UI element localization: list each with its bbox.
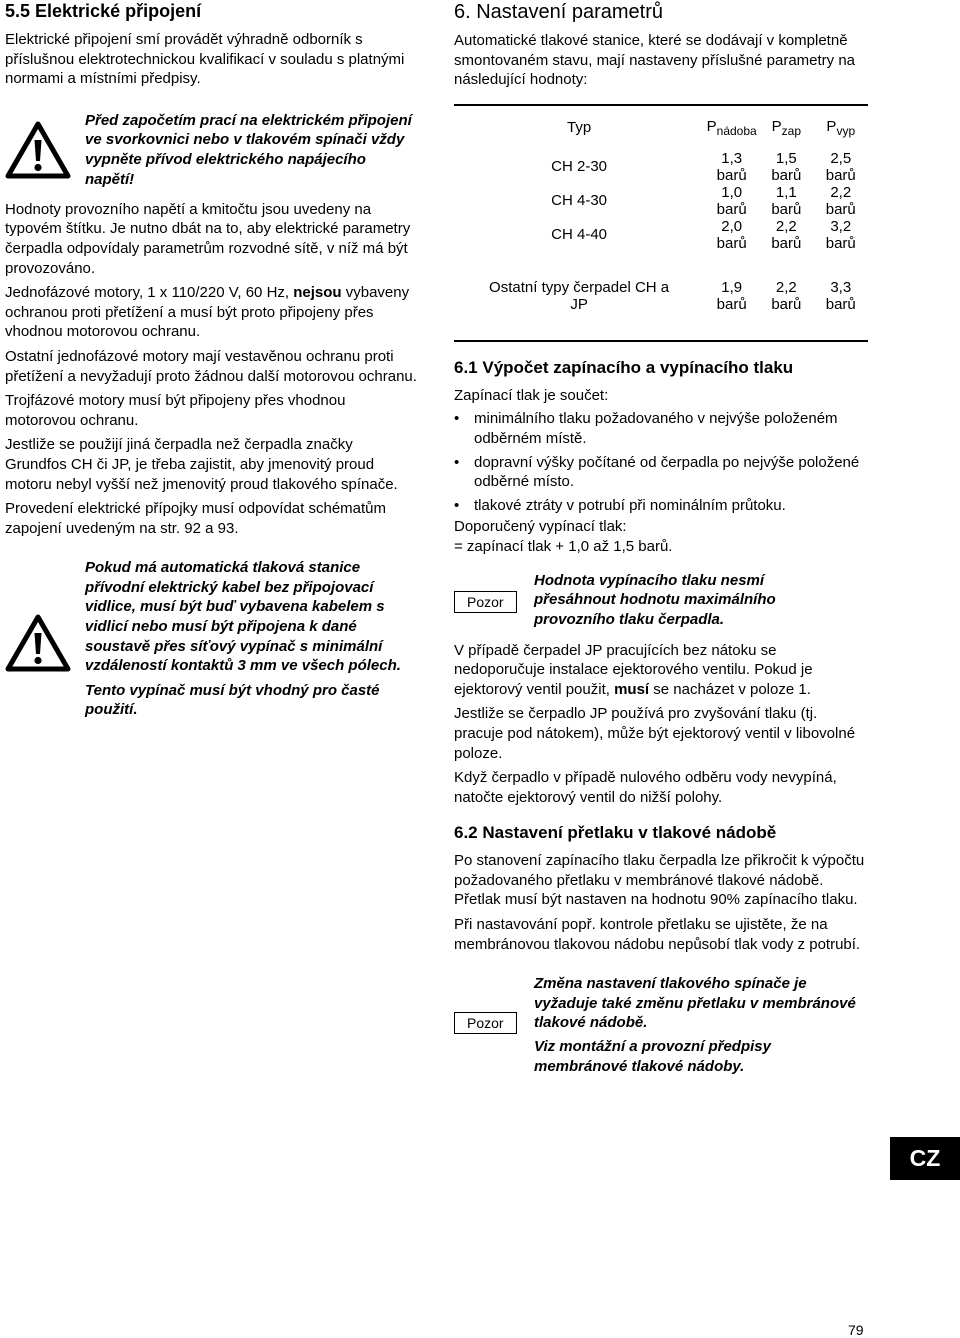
right-column xyxy=(454,0,870,1074)
parameter-table xyxy=(454,104,868,342)
caution-text-2: Změna nastavení tlakového spínače je vyžaduje také změnu přetlaku v membránové tlakové nádobě. Viz montážní a provozní předpisy membránové tlakové nádoby. xyxy=(534,975,856,1075)
section-heading-5-5: 5.5 Elektrické připojení xyxy=(5,1,202,21)
caution-text-1: Hodnota vypínacího tlaku nesmí přesáhnout hodnotu maximálního provozního tlaku čerpadla. xyxy=(534,571,776,628)
paragraph-precharge: Po stanovení zapínacího tlaku čerpadla lze přikročit k výpočtu požadovaného přetlaku v membránové tlakové nádobě. Přetlak musí být nastaven na hodnotu 90% zapínacího tlaku. xyxy=(454,852,865,909)
warning-text-1: Před započetím prací na elektrickém připojení ve svorkovnici nebo v tlakovém spínači vždy vypněte přívod elektrického napájecího napětí! xyxy=(85,111,412,188)
section-heading-6-2: 6.2 Nastavení přetlaku v tlakové nádobě xyxy=(454,823,777,843)
intro-paragraph-6: Automatické tlakové stanice, které se dodávají v kompletně smontovaném stavu, mají nastaveny příslušné parametry na následující hodnoty: xyxy=(454,32,856,89)
list-item: • minimálního tlaku požadovaného v nejvýše položeném odběrném místě. xyxy=(454,410,838,447)
caution-label: Pozor xyxy=(454,1012,517,1034)
warning-triangle-icon xyxy=(5,121,71,179)
caution-label: Pozor xyxy=(454,591,517,613)
paragraph-voltage: Hodnoty provozního napětí a kmitočtu jsou uvedeny na typovém štítku. Je nutno dbát na to, aby elektrické parametry čerpadla odpovídaly parametrům rozvodné sítě, v níž má být provozováno. xyxy=(5,200,411,277)
paragraph-jp-ejector: V případě čerpadel JP pracujících bez nátoku se nedoporučuje instalace ejektorového ventilu. Pokud je ejektorový ventil použit, musí se nacházet v poloze 1. xyxy=(454,641,813,698)
paragraph-on-pressure-sum: Zapínací tlak je součet: xyxy=(454,386,609,404)
section-heading-6-1: 6.1 Výpočet zapínacího a vypínacího tlaku xyxy=(454,357,794,377)
table-row: CH 2-30 1,3 barů 1,5 barů 2,5 barů xyxy=(551,149,856,184)
left-column xyxy=(5,0,417,738)
table-header-p-vessel: $P_{nádoba}$ xyxy=(704,105,759,150)
intro-paragraph: Elektrické připojení smí provádět výhradně odborník s příslušnou elektrotechnickou kvalifikací v souladu s platnými normami a místními předpisy. xyxy=(5,31,405,88)
warning-block-1 xyxy=(5,111,417,186)
paragraph-jp-boost: Jestliže se čerpadlo JP používá pro zvyšování tlaku (tj. pracuje pod nátokem), může být ejektorový ventil v libovolné poloze. xyxy=(454,705,856,762)
caution-block-1 xyxy=(454,571,870,631)
caution-block-2 xyxy=(454,974,870,1074)
warning-text-2: Pokud má automatická tlaková stanice přívodní elektrický kabel bez připojovací vidlice, musí být buď vybavena kabelem s vidlicí nebo musí být připojena k dané soustavě přes síťový vypínač s minimální vzdáleností kontaktů 3 mm ve všech pólech. Tento vypínač musí být vhodný pro časté použití. xyxy=(85,559,401,719)
paragraph-single-phase-60hz: Jednofázové motory, 1 x 110/220 V, 60 Hz, nejsou vybaveny ochranou proti přetížení a musí být proto připojeny přes vhodnou motorovou ochranu. xyxy=(5,284,410,341)
page-number: 79 xyxy=(848,1322,864,1338)
bullet-list xyxy=(454,409,870,515)
paragraph-recommended-1: Doporučený vypínací tlak: xyxy=(454,518,627,536)
paragraph-jp-nonstop: Když čerpadlo v případě nulového odběru vody nevypíná, natočte ejektorový ventil do nižší polohy. xyxy=(454,769,837,806)
warning-block-2 xyxy=(5,558,417,738)
table-row: CH 4-30 1,0 barů 1,1 barů 2,2 barů xyxy=(551,183,856,218)
paragraph-recommended-2: = zapínací tlak + 1,0 až 1,5 barů. xyxy=(454,537,673,555)
table-header-type: Typ xyxy=(454,105,704,150)
paragraph-wiring: Provedení elektrické přípojky musí odpovídat schématům zapojení uvedeným na str. 92 a 93. xyxy=(5,500,387,537)
table-header-p-off: $P_{vyp}$ xyxy=(814,105,868,150)
paragraph-single-phase-other: Ostatní jednofázové motory mají vestavěnou ochranu proti přetížení a nevyžadují proto žádnou další motorovou ochranu. xyxy=(5,347,417,385)
paragraph-precharge-check: Při nastavování popř. kontrole přetlaku se ujistěte, že na membránovou tlakovou nádobu nepůsobí tlak vody z potrubí. xyxy=(454,916,861,953)
section-heading-6: 6. Nastavení parametrů xyxy=(454,1,663,23)
list-item: • dopravní výšky počítané od čerpadla po nejvýše položené odběrné místo. xyxy=(454,453,860,491)
paragraph-three-phase: Trojfázové motory musí být připojeny přes vhodnou motorovou ochranu. xyxy=(5,392,346,429)
language-tab: CZ xyxy=(890,1137,960,1180)
list-item: • tlakové ztráty v potrubí při nominálním průtoku. xyxy=(454,496,786,514)
paragraph-other-pumps: Jestliže se použijí jiná čerpadla než čerpadla značky Grundfos CH či JP, je třeba zajistit, aby jmenovitý proud motoru nebyl vyšší než jmenovitý proud tlakového spínače. xyxy=(5,436,398,493)
table-row: CH 4-40 2,0 barů 2,2 barů 3,2 barů xyxy=(551,217,856,252)
table-row: Ostatní typy čerpadel CH a JP 1,9 barů 2,2 barů 3,3 barů xyxy=(454,252,868,341)
warning-triangle-icon xyxy=(5,614,71,672)
table-header-p-on: $P_{zap}$ xyxy=(759,105,813,150)
